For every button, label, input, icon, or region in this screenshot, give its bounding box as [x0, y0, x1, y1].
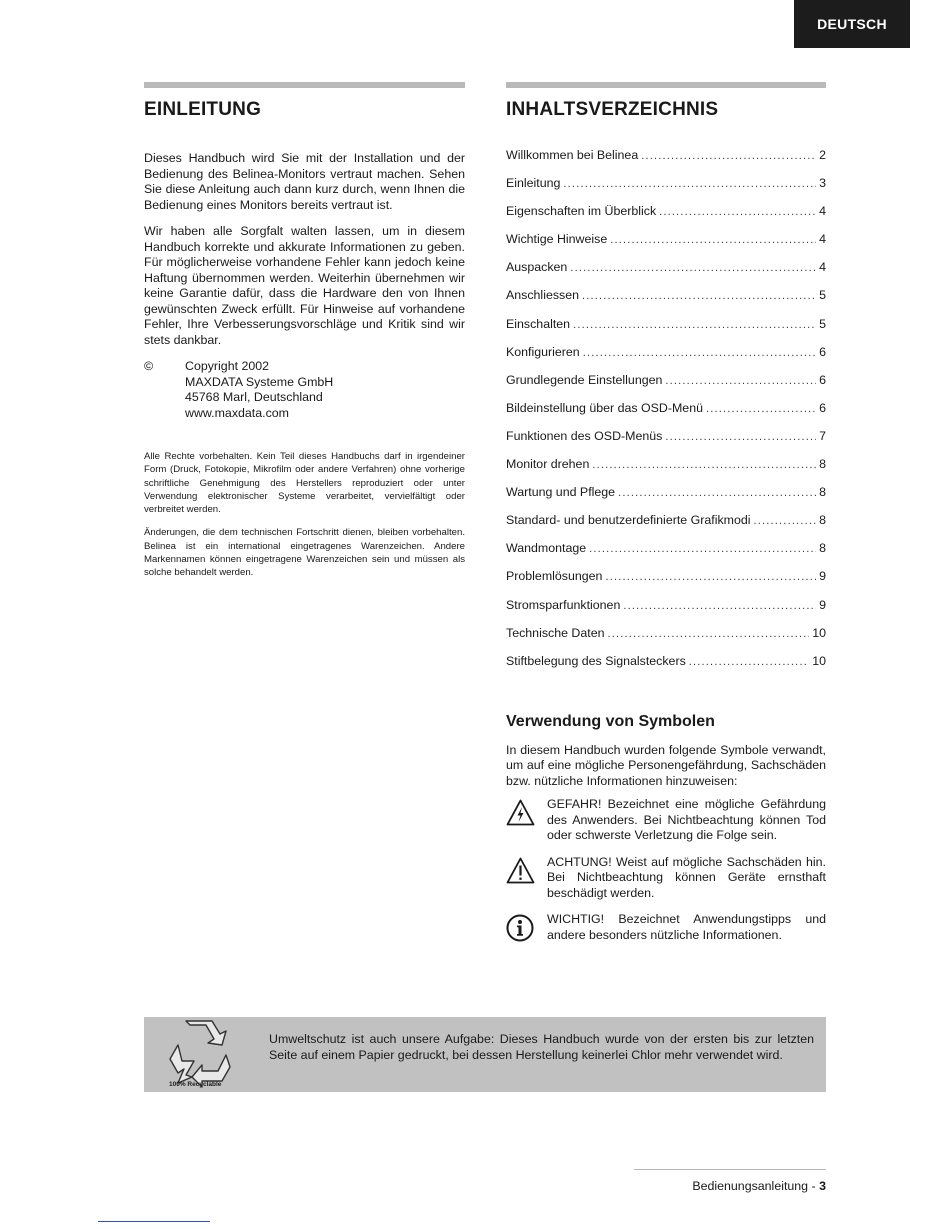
toc-entry-page: 6 — [819, 372, 826, 387]
toc-entry[interactable] — [506, 485, 826, 513]
toc-entry[interactable] — [506, 345, 826, 373]
important-symbol-text: WICHTIG! Bezeichnet Anwendungstipps und andere besonders nützliche Informationen. — [547, 912, 826, 942]
toc-entry-title: Willkommen bei Belinea — [506, 148, 639, 162]
toc-leader-dots — [592, 459, 816, 471]
toc-leader-dots — [618, 487, 816, 499]
recycle-label: 100% Recyclable — [169, 1081, 222, 1088]
copyright-line: Copyright 2002 — [185, 359, 270, 373]
company-name: MAXDATA Systeme GmbH — [185, 374, 334, 389]
toc-entry[interactable] — [506, 260, 826, 288]
toc-entry-page: 6 — [819, 344, 826, 359]
toc-leader-dots — [573, 319, 816, 331]
toc-entry-title: Konfigurieren — [506, 344, 580, 359]
language-tab: DEUTSCH — [794, 0, 910, 48]
company-website: www.maxdata.com — [185, 405, 289, 420]
page-number: 3 — [819, 1179, 826, 1193]
symbols-intro: In diesem Handbuch wurden folgende Symbole verwandt, um auf eine mögliche Personengefährdung, Sachschäden bzw. nützliche Informationen hinzuweisen: — [506, 742, 826, 788]
toc-entry-page: 8 — [819, 541, 826, 556]
important-symbol-item — [506, 912, 826, 943]
toc-entry-page: 8 — [819, 513, 826, 528]
contents-title: INHALTSVERZEICHNIS — [506, 99, 719, 120]
toc-entry-title: Anschliessen — [506, 288, 580, 303]
toc-entry-title: Einleitung — [506, 176, 561, 191]
copyright-block — [144, 359, 465, 421]
toc-entry[interactable] — [506, 429, 826, 457]
toc-entry-title: Grundlegende Einstellungen — [506, 372, 663, 387]
info-icon — [506, 914, 534, 942]
caution-symbol-text: ACHTUNG! Weist auf mögliche Sachschäden hin. Bei Nichtbeachtung können Geräte ernsthaft beschädigt werden. — [547, 854, 826, 900]
toc-entry[interactable] — [506, 569, 826, 597]
copyright-symbol: © — [144, 359, 154, 373]
company-address: 45768 Marl, Deutschland — [185, 390, 323, 404]
toc-entry[interactable] — [506, 148, 826, 176]
toc-entry[interactable] — [506, 626, 826, 654]
toc-entry-page: 9 — [819, 569, 826, 584]
toc-entry[interactable] — [506, 598, 826, 626]
link-underline — [98, 1221, 210, 1222]
toc-entry-page: 9 — [819, 597, 826, 612]
recycling-notice-box — [144, 1017, 826, 1092]
toc-leader-dots — [665, 375, 816, 387]
toc-leader-dots — [665, 431, 816, 443]
toc-entry-page: 10 — [812, 625, 826, 640]
toc-leader-dots — [582, 290, 816, 302]
footer-label: Bedienungsanleitung - — [692, 1179, 820, 1193]
toc-entry[interactable] — [506, 373, 826, 401]
danger-symbol-item — [506, 797, 826, 844]
toc-entry-page: 2 — [819, 148, 826, 162]
toc-leader-dots — [570, 262, 816, 274]
toc-leader-dots — [623, 600, 816, 612]
toc-entry-title: Bildeinstellung über das OSD-Menü — [506, 400, 703, 415]
toc-leader-dots — [608, 628, 810, 640]
toc-leader-dots — [605, 571, 816, 583]
symbols-heading: Verwendung von Symbolen — [506, 712, 715, 730]
toc-leader-dots — [706, 403, 816, 415]
toc-leader-dots — [610, 234, 816, 246]
toc-entry-page: 7 — [819, 428, 826, 443]
exclamation-warning-icon — [506, 857, 535, 884]
toc-leader-dots — [583, 347, 816, 359]
toc-leader-dots — [659, 206, 816, 218]
toc-entry-title: Wichtige Hinweise — [506, 232, 608, 247]
recycling-text: Umweltschutz ist auch unsere Aufgabe: Dieses Handbuch wurde von der ersten bis zur letzten Seite auf einem Papier gedruckt, bei dessen Herstellung keinerlei Chlor mehr verwendet wird. — [269, 1032, 814, 1062]
toc-entry-title: Stromsparfunktionen — [506, 597, 621, 612]
footer-rule — [634, 1169, 826, 1170]
toc-entry-page: 6 — [819, 400, 826, 415]
contents-column — [506, 82, 826, 943]
toc-leader-dots — [689, 656, 809, 668]
toc-entry-page: 5 — [819, 288, 826, 303]
toc-entry-title: Stiftbelegung des Signalsteckers — [506, 653, 686, 668]
toc-leader-dots — [563, 178, 816, 190]
toc-entry[interactable] — [506, 513, 826, 541]
toc-entry[interactable] — [506, 176, 826, 204]
toc-entry-title: Eigenschaften im Überblick — [506, 204, 657, 219]
toc-entry-title: Auspacken — [506, 260, 568, 275]
lightning-warning-icon — [506, 799, 535, 826]
toc-entry[interactable] — [506, 541, 826, 569]
copyright-lines — [185, 359, 333, 421]
toc-entry[interactable] — [506, 232, 826, 260]
toc-entry-title: Funktionen des OSD-Menüs — [506, 428, 663, 443]
danger-symbol-text: GEFAHR! Bezeichnet eine mögliche Gefährdung des Anwenders. Bei Nichtbeachtung können Tod oder schwerste Verletzung die Folge sein. — [547, 797, 826, 843]
toc-entry-page: 10 — [812, 653, 826, 668]
toc-entry-title: Standard- und benutzerdefinierte Grafikmodi — [506, 513, 751, 528]
toc-entry-page: 4 — [819, 260, 826, 275]
table-of-contents — [506, 148, 826, 682]
toc-entry[interactable] — [506, 457, 826, 485]
intro-paragraph-2: Wir haben alle Sorgfalt walten lassen, um in diesem Handbuch korrekte und akkurate Informationen zu geben. Für möglicherweise vorhandene Fehler kann jedoch keine Haftung übernommen werden. Weiterhin übernehmen wir keine Garantie dafür, dass die Hardware den von Ihnen gewünschten Zweck erfüllt. Für Hinweise auf vorhandene Fehler, Ihre Verbesserungsvorschläge und Kritik sind wir stets dankbar. — [144, 224, 465, 347]
toc-entry-page: 8 — [819, 457, 826, 472]
toc-entry[interactable] — [506, 654, 826, 682]
toc-entry-title: Einschalten — [506, 316, 571, 331]
toc-entry-title: Monitor drehen — [506, 457, 590, 472]
trademark-notice: Änderungen, die dem technischen Fortschritt dienen, bleiben vorbehalten. Belinea ist ein international eingetragenes Warenzeichen. Andere Markennamen können eingetragene Warenzeichen sein und müssen als solche behandelt werden. — [144, 527, 465, 579]
intro-paragraph-1: Dieses Handbuch wird Sie mit der Installation und der Bedienung des Belinea-Monitors vertraut machen. Sehen Sie diese Anleitung auch dann kurz durch, wenn Ihnen die Bedienung eines Monitors bereits vertraut ist. — [144, 151, 465, 212]
toc-leader-dots — [754, 515, 817, 527]
toc-entry-page: 4 — [819, 204, 826, 219]
toc-entry-page: 5 — [819, 316, 826, 331]
toc-leader-dots — [589, 543, 816, 555]
toc-entry-title: Technische Daten — [506, 625, 605, 640]
introduction-column — [144, 82, 465, 580]
toc-entry-page: 3 — [819, 176, 826, 191]
toc-entry[interactable] — [506, 401, 826, 429]
toc-entry-title: Wartung und Pflege — [506, 485, 616, 500]
toc-entry-title: Wandmontage — [506, 541, 587, 556]
toc-leader-dots — [641, 150, 816, 162]
toc-entry-page: 4 — [819, 232, 826, 247]
introduction-title: EINLEITUNG — [144, 99, 262, 120]
toc-entry[interactable] — [506, 204, 826, 232]
rights-notice: Alle Rechte vorbehalten. Kein Teil dieses Handbuchs darf in irgendeiner Form (Druck, Fotokopie, Mikrofilm oder andere Verfahren) ohne vorherige schriftliche Genehmigung des Herstellers reproduziert oder unter Verwendung elektronischer Systeme verarbeitet, vervielfältigt oder verbreitet werden. — [144, 451, 465, 516]
toc-entry-page: 8 — [819, 485, 826, 500]
toc-entry-title: Problemlösungen — [506, 569, 603, 584]
page-footer — [692, 1179, 826, 1193]
toc-entry[interactable] — [506, 317, 826, 345]
caution-symbol-item — [506, 855, 826, 902]
toc-entry[interactable] — [506, 288, 826, 316]
